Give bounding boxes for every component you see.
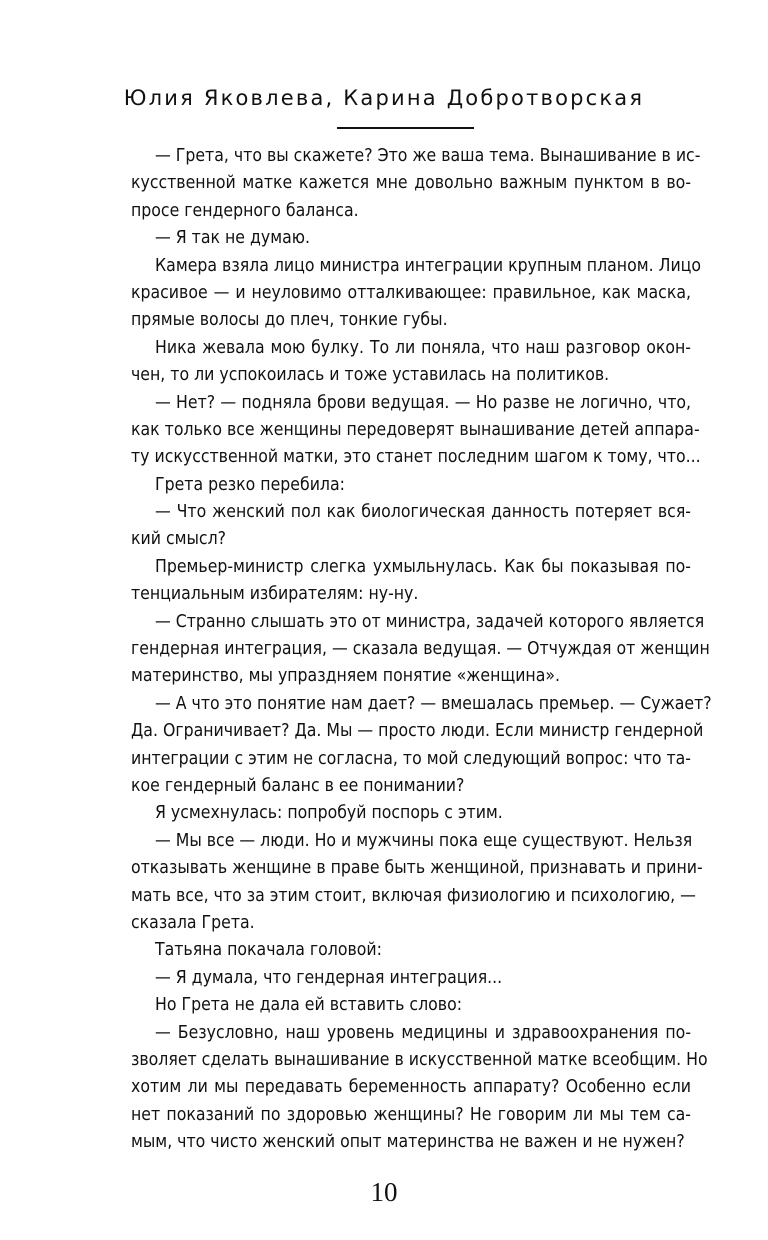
text-line: — Мы все — люди. Но и мужчины пока еще существуют. Нельзя (155, 830, 693, 851)
text-line: хотим ли мы передавать беременность аппарату? Особенно если (131, 1077, 691, 1098)
text-line: гендерная интеграция, — сказала ведущая. — Отчуждая от женщин (131, 639, 710, 660)
paragraph (131, 472, 691, 499)
running-header: Юлия Яковлева, Карина Добротворская (123, 86, 645, 110)
paragraph (131, 828, 703, 938)
text-line: чен, то ли успокоилась и тоже уставилась на политиков. (131, 365, 610, 386)
paragraph (131, 937, 691, 964)
text-line: нет показаний по здоровью женщины? Не говорим ли мы тем са- (131, 1104, 691, 1125)
text-line: Но Грета не дала ей вставить слово: (155, 995, 463, 1016)
text-line: мым, что чисто женский опыт материнства не важен и не нужен? (131, 1132, 685, 1153)
text-line: Ника жевала мою булку. То ли поняла, что наш разговор окон- (155, 337, 691, 358)
paragraph (131, 253, 702, 335)
paragraph (131, 390, 701, 472)
text-line: — Нет? — подняла брови ведущая. — Но разве не логично, что, (155, 392, 691, 413)
text-line: тенциальным избирателям: ну-ну. (131, 584, 419, 605)
text-line: кусственной матке кажется мне довольно важным пунктом в во- (131, 173, 691, 194)
text-line: кое гендерный баланс в ее понимании? (131, 775, 465, 796)
paragraph (131, 554, 691, 609)
text-line: мать все, что за этим стоит, включая физиологию и психологию, — (131, 885, 696, 906)
text-line: Я усмехнулась: попробуй поспорь с этим. (155, 803, 503, 824)
text-line: зволяет сделать вынашивание в искусственной матке всеобщим. Но (131, 1049, 708, 1070)
text-line: — Я думала, что гендерная интеграция... (155, 967, 503, 988)
text-line: просе гендерного баланса. (131, 200, 359, 221)
text-line: кий смысл? (131, 529, 227, 550)
text-line: Камера взяла лицо министра интеграции крупным планом. Лицо (155, 255, 702, 276)
paragraph (131, 691, 712, 801)
page-body (131, 143, 712, 1156)
text-line: Грета резко перебила: (155, 474, 345, 495)
text-line: интеграции с этим не согласна, то мой следующий вопрос: что та- (131, 748, 691, 769)
paragraph (131, 499, 691, 554)
paragraph (131, 1020, 708, 1157)
paragraph (131, 335, 691, 390)
text-line: Премьер-министр слегка ухмыльнулась. Как бы показывая по- (155, 556, 691, 577)
text-line: красивое — и неуловимо отталкивающее: правильное, как маска, (131, 282, 691, 303)
header-rule (337, 127, 474, 129)
text-line: — А что это понятие нам дает? — вмешалась премьер. — Сужает? (155, 693, 712, 714)
text-line: — Грета, что вы скажете? Это же ваша тема. Вынашивание в ис- (155, 146, 701, 166)
text-line: — Что женский пол как биологическая данность потеряет вся- (155, 502, 691, 523)
text-line: Татьяна покачала головой: (155, 940, 382, 961)
text-line: — Странно слышать это от министра, задачей которого является (155, 611, 705, 632)
text-line: — Безусловно, наш уровень медицины и здравоохранения по- (155, 1022, 691, 1043)
text-line: ту искусственной матки, это станет последним шагом к тому, что... (131, 447, 701, 468)
page-number: 10 (370, 1177, 398, 1207)
text-line: — Я так не думаю. (155, 228, 310, 249)
text-line: сказала Грета. (131, 912, 255, 933)
paragraph (131, 992, 691, 1019)
text-line: как только все женщины передоверят вынашивание детей аппара- (131, 419, 700, 440)
paragraph (131, 800, 691, 827)
paragraph (131, 225, 691, 252)
text-line: отказывать женщине в праве быть женщиной, признавать и прини- (131, 858, 703, 879)
text-line: материнство, мы упраздняем понятие «женщина». (131, 666, 561, 687)
paragraph (131, 965, 691, 992)
paragraph (131, 143, 701, 225)
paragraph (131, 609, 710, 691)
text-line: прямые волосы до плеч, тонкие губы. (131, 310, 448, 331)
text-line: Да. Ограничивает? Да. Мы — просто люди. Если министр гендерной (131, 721, 704, 742)
